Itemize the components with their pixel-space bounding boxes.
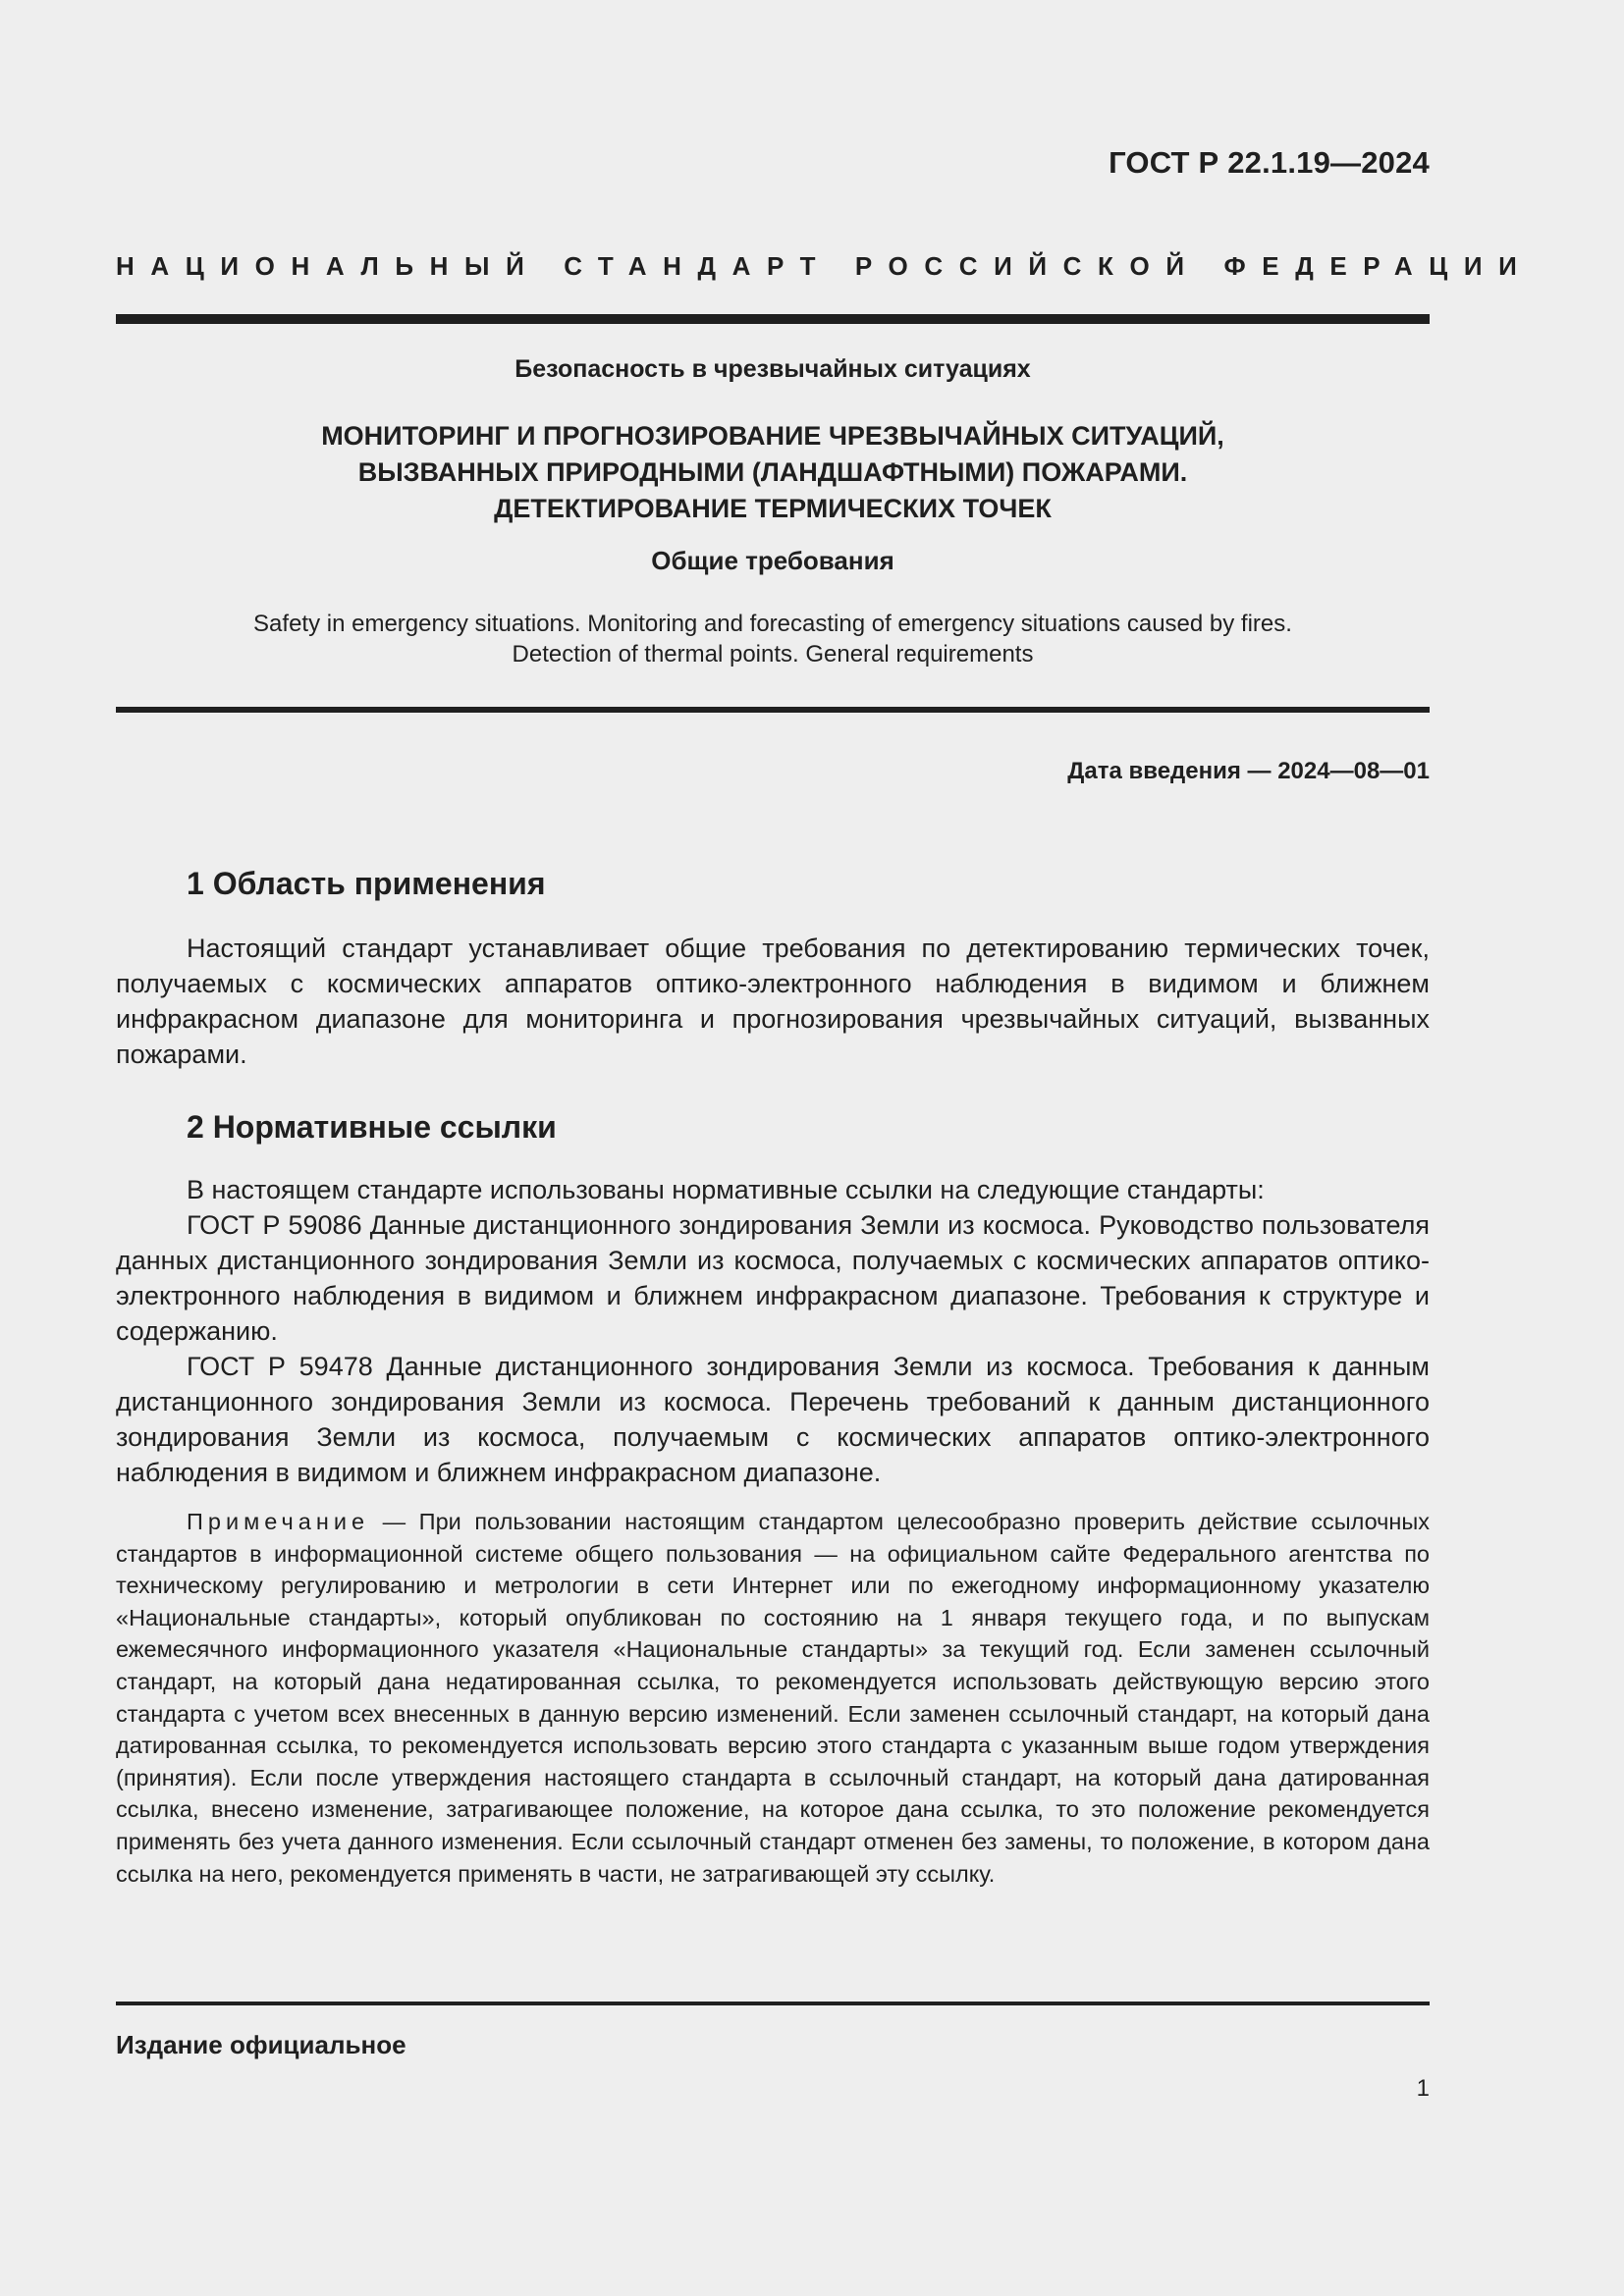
edition-label: Издание официальное [116, 2030, 406, 2059]
title-divider [116, 707, 1430, 713]
reference-item: ГОСТ Р 59086 Данные дистанционного зондирования Земли из космоса. Руководство пользователя данных дистанционного зондирования Земли из космоса, получаемых с космических аппаратов оптико-электронного наблюдения в видимом и ближнем инфракрасном диапазоне. Требования к структуре и содержанию. [116, 1210, 1430, 1346]
standard-designation: ГОСТ Р 22.1.19—2024 [1109, 145, 1430, 180]
top-divider [116, 314, 1430, 324]
document-title [116, 418, 1430, 527]
paragraph: Настоящий стандарт устанавливает общие требования по детектированию термических точек, получаемых с космических аппаратов оптико-электронного наблюдения в видимом и ближнем инфракрасном диапазоне для мониторинга и прогнозирования чрезвычайных ситуаций, вызванных пожарами. [116, 934, 1430, 1069]
national-standard-banner: НАЦИОНАЛЬНЫЙ СТАНДАРТ РОССИЙСКОЙ ФЕДЕРАЦИИ [116, 251, 1534, 281]
note-paragraph [116, 1506, 1430, 1890]
title-line: МОНИТОРИНГ И ПРОГНОЗИРОВАНИЕ ЧРЕЗВЫЧАЙНЫХ СИТУАЦИЙ, [321, 421, 1224, 451]
english-title [116, 609, 1430, 669]
note-text: — При пользовании настоящим стандартом целесообразно проверить действие ссылочных стандартов в информационной системе общего пользования — на официальном сайте Федерального агентства по техническому регулированию и метрологии в сети Интернет или по ежегодному информационному указателю «Национальные стандарты», который опубликован по состоянию на 1 января текущего года, и по выпускам ежемесячного информационного указателя «Национальные стандарты» за текущий год. Если заменен ссылочный стандарт, на который дана недатированная ссылка, то рекомендуется использовать действующую версию этого стандарта с учетом всех внесенных в данную версию изменений. Если заменен ссылочный стандарт, на который дана датированная ссылка, то рекомендуется использовать версию этого стандарта с указанным выше годом утверждения (принятия). Если после утверждения настоящего стандарта в ссылочный стандарт, на который дана датированная ссылка, внесено изменение, затрагивающее положение, на которое дана ссылка, то это положение рекомендуется применять без учета данного изменения. Если ссылочный стандарт отменен без замены, то положение, в котором дана ссылка на него, рекомендуется применять в части, не затрагивающей эту ссылку. [116, 1509, 1430, 1887]
section-body-scope [116, 931, 1430, 1072]
english-title-line: Detection of thermal points. General requirements [512, 641, 1034, 667]
section-heading-references: 2 Нормативные ссылки [187, 1109, 557, 1145]
standard-series: Безопасность в чрезвычайных ситуациях [514, 355, 1031, 383]
section-body-references [116, 1172, 1430, 1490]
section-heading-scope: 1 Область применения [187, 866, 546, 901]
footer-divider [116, 2002, 1430, 2005]
introduction-date: Дата введения — 2024—08—01 [1067, 758, 1430, 784]
page-number: 1 [1416, 2075, 1430, 2102]
paragraph: В настоящем стандарте использованы нормативные ссылки на следующие стандарты: [187, 1175, 1265, 1204]
title-line: ВЫЗВАННЫХ ПРИРОДНЫМИ (ЛАНДШАФТНЫМИ) ПОЖАРАМИ. [357, 457, 1188, 487]
title-line: ДЕТЕКТИРОВАНИЕ ТЕРМИЧЕСКИХ ТОЧЕК [494, 494, 1052, 523]
note-block [116, 1506, 1430, 1890]
document-subtitle: Общие требования [651, 546, 894, 575]
english-title-line: Safety in emergency situations. Monitoring and forecasting of emergency situations caused by fires. [253, 611, 1292, 637]
reference-item: ГОСТ Р 59478 Данные дистанционного зондирования Земли из космоса. Требования к данным дистанционного зондирования Земли из космоса. Перечень требований к данным дистанционного зондирования Земли из космоса, получаемым с космических аппаратов оптико-электронного наблюдения в видимом и ближнем инфракрасном диапазоне. [116, 1352, 1430, 1487]
note-label: Примечание [187, 1509, 370, 1534]
